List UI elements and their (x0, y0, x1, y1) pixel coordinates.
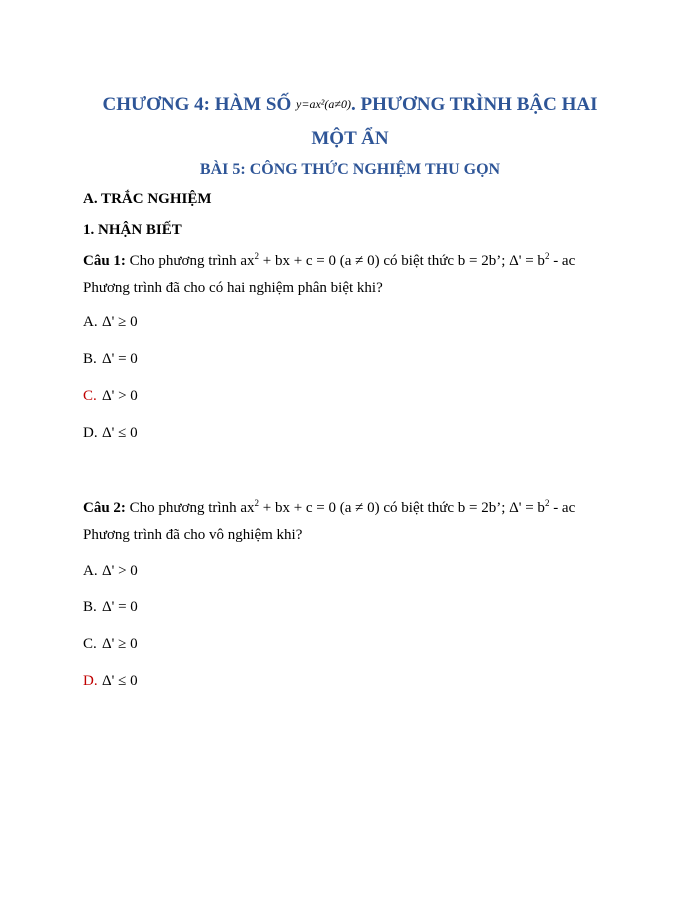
section-heading: A. TRẮC NGHIỆM (83, 191, 212, 207)
option-expression: Δ' = 0 (102, 599, 138, 615)
question-1-stem (83, 251, 623, 271)
option-letter-correct: C. (83, 388, 97, 404)
chapter-title-prefix: CHƯƠNG 4: HÀM SỐ (102, 94, 292, 115)
question-1-label: Câu 1: (83, 253, 126, 269)
question-2-text-a: Cho phương trình ax (125, 500, 255, 516)
option-letter: C. (83, 636, 97, 652)
question-2-stem (83, 498, 623, 518)
question-1-option-c[interactable] (83, 388, 138, 405)
question-2-text-b: + bx + c = 0 (a ≠ 0) có biệt thức b = 2b’; Δ' = b (258, 500, 545, 516)
question-2-option-d[interactable] (83, 673, 138, 690)
option-letter: D. (83, 425, 98, 441)
option-expression: Δ' ≤ 0 (102, 425, 138, 441)
option-letter-correct: D. (83, 673, 98, 689)
question-1-option-b[interactable] (83, 351, 138, 368)
option-expression: Δ' ≥ 0 (102, 314, 138, 330)
option-expression: Δ' > 0 (102, 563, 138, 579)
exponent: 2 (254, 498, 259, 508)
chapter-title-suffix: . PHƯƠNG TRÌNH BẬC HAI (350, 94, 598, 115)
option-letter: B. (83, 351, 97, 367)
lesson-title: BÀI 5: CÔNG THỨC NGHIỆM THU GỌN (199, 161, 501, 178)
option-letter: A. (83, 314, 98, 330)
exponent: 2 (544, 498, 550, 508)
chapter-title-line2: MỘT ẨN (311, 128, 389, 149)
chapter-formula: y=ax²(a≠0) (296, 97, 351, 111)
option-expression: Δ' = 0 (102, 351, 138, 367)
question-2-text-c: - ac (549, 500, 576, 516)
question-1-text-c: - ac (549, 253, 576, 269)
question-2-option-c[interactable] (83, 636, 138, 653)
question-1-option-a[interactable] (83, 314, 138, 331)
question-1-prompt: Phương trình đã cho có hai nghiệm phân biệt khi? (83, 280, 383, 296)
question-2-option-b[interactable] (83, 599, 138, 616)
option-expression: Δ' ≥ 0 (102, 636, 138, 652)
question-1-text-a: Cho phương trình ax (125, 253, 255, 269)
level-heading: 1. NHẬN BIẾT (83, 222, 182, 238)
question-2-option-a[interactable] (83, 563, 138, 580)
question-2-label: Câu 2: (83, 500, 126, 516)
question-1-text-b: + bx + c = 0 (a ≠ 0) có biệt thức b = 2b’; Δ' = b (258, 253, 545, 269)
question-1-option-d[interactable] (83, 425, 138, 442)
question-2-prompt: Phương trình đã cho vô nghiệm khi? (83, 527, 303, 543)
exponent: 2 (544, 251, 550, 261)
option-expression: Δ' > 0 (102, 388, 138, 404)
exponent: 2 (254, 251, 259, 261)
option-letter: A. (83, 563, 98, 579)
option-expression: Δ' ≤ 0 (102, 673, 138, 689)
option-letter: B. (83, 599, 97, 615)
chapter-title (0, 94, 700, 116)
